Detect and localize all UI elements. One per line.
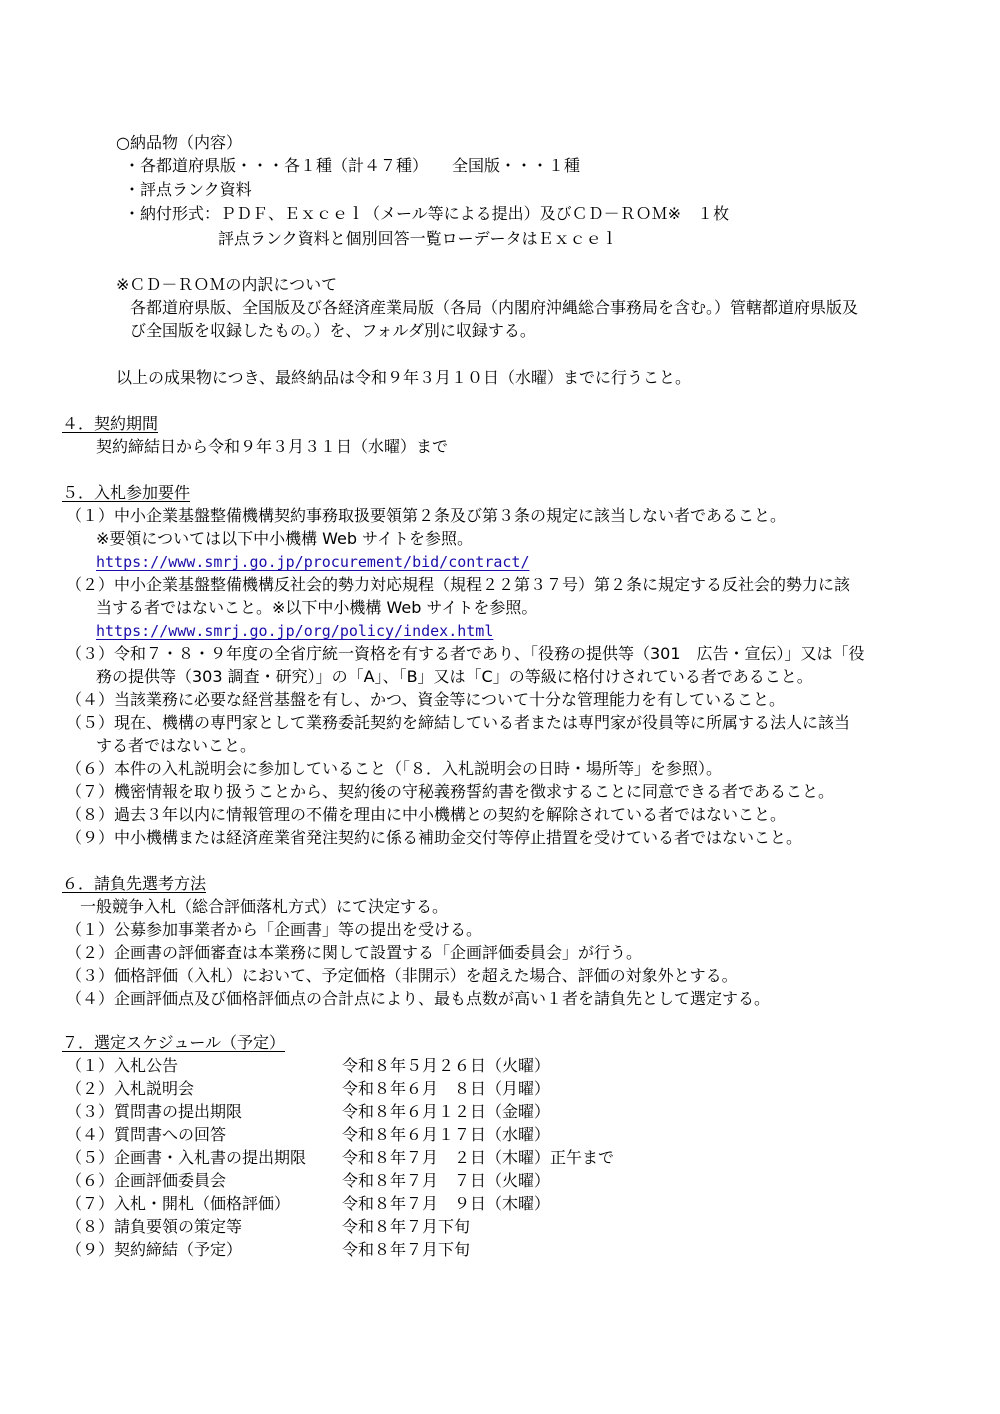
deliverables-heading: ○納品物（内容） xyxy=(116,133,242,152)
schedule-item: （１）入札公告 xyxy=(66,1056,179,1075)
cd-note-heading: ※ＣＤ－ＲＯＭの内訳について xyxy=(116,275,338,294)
schedule-item: （６）企画評価委員会 xyxy=(66,1171,227,1190)
requirement-item-continuation: する者ではないこと。 xyxy=(96,736,257,755)
section-4-body: 契約締結日から令和９年３月３１日（水曜）まで xyxy=(96,437,449,456)
policy-link[interactable]: https://www.smrj.go.jp/org/policy/index.html xyxy=(96,622,494,640)
selection-intro: 一般競争入札（総合評価落札方式）にて決定する。 xyxy=(80,897,449,916)
schedule-date: 令和８年７月下旬 xyxy=(342,1217,471,1236)
requirement-item: （５）現在、機構の専門家として業務委託契約を締結している者または専門家が役員等に所属する法人に該当 xyxy=(66,713,851,732)
deliverable-item: ・評点ランク資料 xyxy=(124,180,252,199)
schedule-item: （８）請負要領の策定等 xyxy=(66,1217,243,1236)
schedule-date: 令和８年７月 ２日（木曜）正午まで xyxy=(342,1148,615,1167)
selection-method-item: （１）公募参加事業者から「企画書」等の提出を受ける。 xyxy=(66,920,483,939)
requirement-item: （９）中小機構または経済産業省発注契約に係る補助金交付等停止措置を受けている者ではないこと。 xyxy=(66,828,803,847)
schedule-date: 令和８年５月２６日（火曜） xyxy=(342,1056,551,1075)
section-7-title: ７．選定スケジュール（予定） xyxy=(62,1033,286,1052)
deliverable-item-continuation: 評点ランク資料と個別回答一覧ローデータはＥｘｃｅｌ xyxy=(218,229,618,248)
requirement-item: （３）令和７・８・９年度の全省庁統一資格を有する者であり、「役務の提供等（301 広告・宣伝）」又は「役 xyxy=(66,644,865,663)
schedule-date: 令和８年７月 ７日（火曜） xyxy=(342,1171,551,1190)
contract-rules-link[interactable]: https://www.smrj.go.jp/procurement/bid/contract/ xyxy=(96,553,530,571)
schedule-date: 令和８年６月 ８日（月曜） xyxy=(342,1079,551,1098)
section-5-title: ５．入札参加要件 xyxy=(62,483,191,502)
requirement-item: （２）中小企業基盤整備機構反社会的勢力対応規程（規程２２第３７号）第２条に規定する反社会的勢力に該 xyxy=(66,575,851,594)
requirement-item: （６）本件の入札説明会に参加していること（「８．入札説明会の日時・場所等」を参照）。 xyxy=(66,759,723,778)
section-6-title: ６．請負先選考方法 xyxy=(62,874,207,893)
selection-method-item: （２）企画書の評価審査は本業務に関して設置する「企画評価委員会」が行う。 xyxy=(66,943,643,962)
schedule-item: （７）入札・開札（価格評価） xyxy=(66,1194,291,1213)
requirement-item-continuation: 務の提供等（303 調査・研究）」の「A」、「B」又は「C」の等級に格付けされている者であること。 xyxy=(96,667,813,686)
requirement-item: （７）機密情報を取り扱うことから、契約後の守秘義務誓約書を徴求することに同意できる者であること。 xyxy=(66,782,835,801)
schedule-item: （９）契約締結（予定） xyxy=(66,1240,243,1259)
schedule-date: 令和８年７月 ９日（木曜） xyxy=(342,1194,551,1213)
deliverable-item: ・納付形式：ＰＤＦ、Ｅｘｃｅｌ（メール等による提出）及びＣＤ－ＲＯＭ※ １枚 xyxy=(124,204,730,223)
schedule-item: （５）企画書・入札書の提出期限 xyxy=(66,1148,307,1167)
selection-method-item: （４）企画評価点及び価格評価点の合計点により、最も点数が高い１者を請負先として選定する。 xyxy=(66,989,771,1008)
requirement-note: ※要領については以下中小機構 Web サイトを参照。 xyxy=(96,529,474,548)
deliverable-item: ・各都道府県版・・・各１種（計４７種） 全国版・・・１種 xyxy=(124,156,581,175)
section-4-title: ４．契約期間 xyxy=(62,414,159,433)
requirement-item: （８）過去３年以内に情報管理の不備を理由に中小機構との契約を解除されている者ではないこと。 xyxy=(66,805,787,824)
final-delivery-text: 以上の成果物につき、最終納品は令和９年３月１０日（水曜）までに行うこと。 xyxy=(116,368,692,387)
cd-note-text: 各都道府県版、全国版及び各経済産業局版（各局（内閣府沖縄総合事務局を含む。）管轄都道府県版及 xyxy=(130,298,859,317)
schedule-item: （３）質問書の提出期限 xyxy=(66,1102,243,1121)
schedule-date: 令和８年７月下旬 xyxy=(342,1240,471,1259)
requirement-item-continuation: 当する者ではないこと。※以下中小機構 Web サイトを参照。 xyxy=(96,598,538,617)
requirement-item: （１）中小企業基盤整備機構契約事務取扱要領第２条及び第３条の規定に該当しない者であること。 xyxy=(66,506,787,525)
requirement-item: （４）当該業務に必要な経営基盤を有し、かつ、資金等について十分な管理能力を有していること。 xyxy=(66,690,786,709)
selection-method-item: （３）価格評価（入札）において、予定価格（非開示）を超えた場合、評価の対象外とする。 xyxy=(66,966,738,985)
schedule-item: （４）質問書への回答 xyxy=(66,1125,227,1144)
schedule-item: （２）入札説明会 xyxy=(66,1079,195,1098)
cd-note-text: び全国版を収録したもの。）を、フォルダ別に収録する。 xyxy=(130,321,536,340)
schedule-date: 令和８年６月１７日（水曜） xyxy=(342,1125,551,1144)
schedule-date: 令和８年６月１２日（金曜） xyxy=(342,1102,551,1121)
